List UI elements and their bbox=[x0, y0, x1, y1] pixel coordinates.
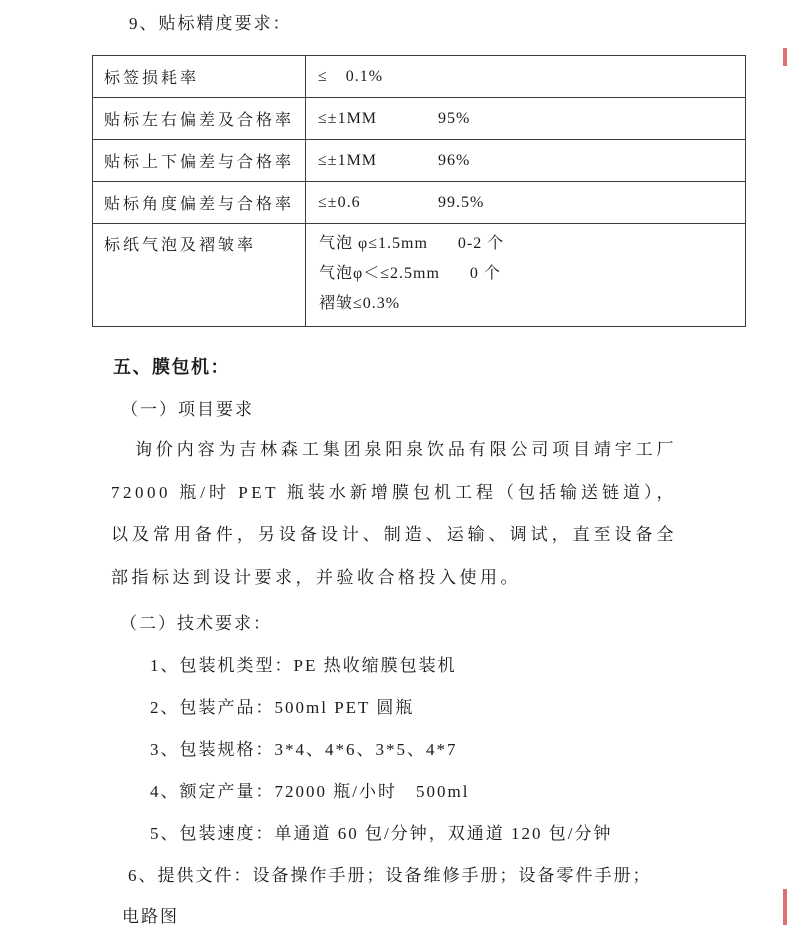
value-main: 褶皱≤0.3% bbox=[319, 295, 401, 312]
value-main: ≤±1MM bbox=[318, 151, 378, 169]
table-row bbox=[93, 56, 746, 98]
table-row bbox=[93, 98, 746, 140]
value-main: ≤±1MM bbox=[318, 109, 378, 127]
value-main: ≤ bbox=[318, 67, 328, 85]
project-requirement-paragraph: 询价内容为吉林森工集团泉阳泉饮品有限公司项目靖宇工厂 72000 瓶/时 PET 瓶装水新增膜包机工程（包括输送链道），以及常用备件，另设备设计、制造、运输、调试，直至设备全部指标达到设计要求，并验收合格投入使用。 bbox=[111, 440, 677, 588]
tech-item-2: 2、包装产品：500ml PET 圆瓶 bbox=[150, 698, 415, 717]
edge-marker-top bbox=[783, 48, 787, 66]
bubble-line bbox=[319, 259, 744, 289]
section-5-heading: 五、膜包机： bbox=[113, 357, 230, 377]
value-rate: 0-2 个 bbox=[457, 235, 505, 252]
row-label: 贴标角度偏差与合格率 bbox=[93, 182, 306, 224]
row-label: 贴标左右偏差及合格率 bbox=[93, 98, 306, 140]
value-main: 气泡 φ≤1.5mm bbox=[319, 235, 428, 252]
subsection-1-heading: （一）项目要求 bbox=[121, 400, 254, 419]
value-rate: 0.1% bbox=[345, 67, 384, 85]
value-rate: 96% bbox=[438, 151, 471, 169]
tech-item-1: 1、包装机类型：PE 热收缩膜包装机 bbox=[150, 656, 457, 675]
row-value bbox=[306, 140, 746, 182]
table-row bbox=[93, 140, 746, 182]
label-precision-table bbox=[92, 55, 746, 327]
tech-item-6-continuation: 电路图 bbox=[122, 907, 179, 925]
tech-item-4: 4、额定产量：72000 瓶/小时 500ml bbox=[150, 782, 470, 801]
section-9-heading: 9、贴标精度要求： bbox=[129, 14, 292, 33]
row-value bbox=[306, 182, 746, 224]
row-label: 标签损耗率 bbox=[93, 56, 306, 98]
tech-item-6: 6、提供文件：设备操作手册；设备维修手册；设备零件手册； bbox=[128, 866, 652, 885]
edge-marker-bottom bbox=[783, 889, 787, 925]
bubble-line bbox=[319, 229, 744, 259]
row-value bbox=[306, 98, 746, 140]
table-row bbox=[93, 224, 746, 327]
row-value bbox=[306, 224, 746, 327]
tech-item-3: 3、包装规格：3*4、4*6、3*5、4*7 bbox=[150, 740, 458, 759]
bubble-spec-lines bbox=[307, 225, 744, 325]
bubble-line bbox=[319, 289, 744, 319]
value-rate: 0 个 bbox=[469, 265, 501, 282]
row-label: 贴标上下偏差与合格率 bbox=[93, 140, 306, 182]
tech-item-5: 5、包装速度：单通道 60 包/分钟，双通道 120 包/分钟 bbox=[150, 824, 613, 843]
value-main: ≤±0.6 bbox=[318, 193, 361, 211]
row-label: 标纸气泡及褶皱率 bbox=[93, 224, 306, 327]
row-value bbox=[306, 56, 746, 98]
value-main: 气泡φ＜≤2.5mm bbox=[319, 265, 440, 282]
value-rate: 95% bbox=[438, 109, 471, 127]
table-row bbox=[93, 182, 746, 224]
subsection-2-heading: （二）技术要求： bbox=[120, 614, 272, 633]
value-rate: 99.5% bbox=[438, 193, 485, 211]
